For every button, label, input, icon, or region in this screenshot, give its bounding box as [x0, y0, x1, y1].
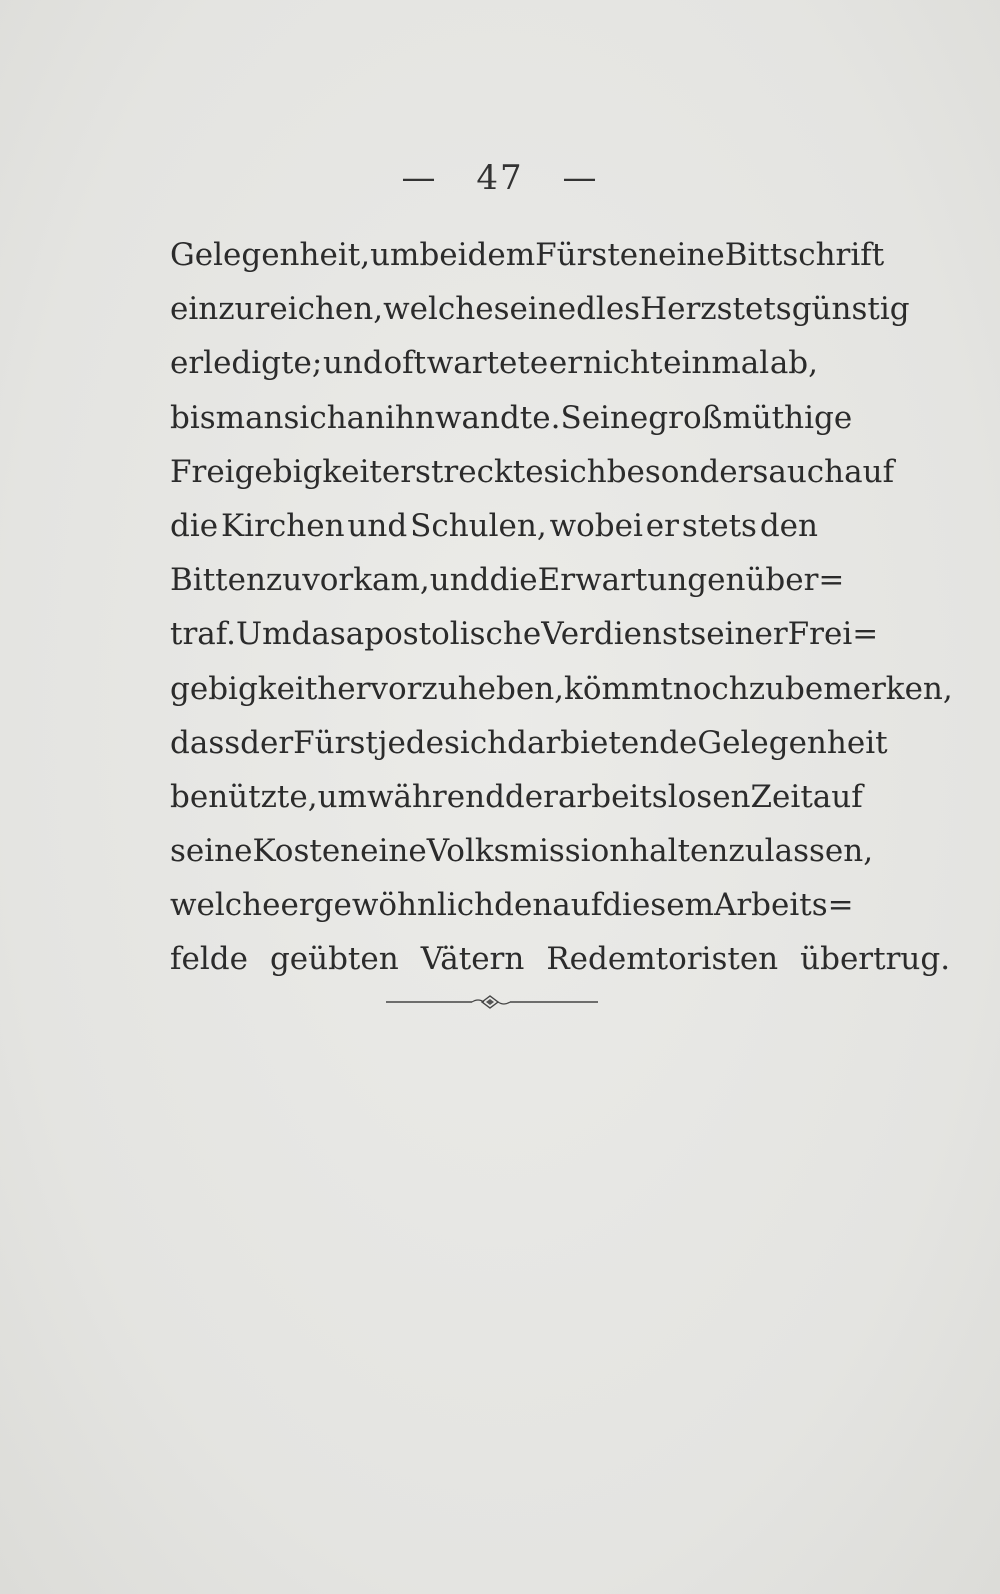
word: Bittschrift — [724, 237, 885, 273]
word: Volksmission — [426, 833, 630, 870]
word: auch — [768, 453, 845, 490]
word: sich — [283, 399, 347, 436]
word: Herz — [640, 291, 717, 328]
word: wobei — [549, 507, 643, 544]
word: Freigebigkeit — [170, 453, 382, 490]
header-dash-left: — — [401, 158, 438, 198]
word: darbietende — [507, 724, 698, 761]
word: Frei= — [787, 616, 879, 653]
word: Um — [235, 616, 292, 653]
text-line — [170, 824, 874, 878]
word: edles — [557, 291, 641, 328]
word: arbeitslosen — [557, 778, 751, 815]
text-line — [170, 607, 879, 661]
word: um — [317, 778, 367, 815]
word: felde — [170, 941, 248, 978]
word: und — [322, 345, 383, 382]
word: Redemtoristen — [546, 941, 779, 978]
word: den — [494, 887, 553, 924]
text-line — [170, 499, 818, 553]
word: Erwartungen — [537, 562, 746, 599]
word: Gelegenheit — [697, 724, 888, 761]
word: übertrug. — [800, 941, 951, 978]
word: sich — [543, 453, 607, 490]
word: Kirchen — [221, 507, 345, 544]
page-number: 47 — [476, 158, 524, 198]
text-line — [170, 716, 888, 770]
word: noch — [672, 670, 749, 707]
word: Verdienst — [541, 616, 691, 653]
text-line — [170, 553, 845, 607]
word: Vätern — [420, 941, 525, 978]
word: geübten — [269, 941, 399, 978]
word: er — [280, 887, 314, 924]
word: der — [504, 778, 558, 815]
word: diesem — [602, 887, 714, 924]
word: seiner — [690, 616, 788, 653]
word: ab, — [769, 345, 818, 382]
word: Zeit — [750, 778, 813, 815]
text-line — [170, 878, 854, 932]
word: sich — [444, 724, 508, 761]
word: zu — [728, 833, 765, 870]
word: wartete — [426, 345, 549, 382]
word: wandte. — [434, 399, 561, 436]
header-dash-right: — — [562, 158, 599, 198]
word: eine — [360, 833, 427, 870]
word: stets — [716, 291, 792, 328]
word: und — [347, 507, 408, 544]
ornament-divider — [386, 992, 598, 1012]
word: erledigte; — [170, 345, 323, 382]
word: die — [170, 507, 219, 544]
word: an — [346, 399, 386, 436]
word: auf — [552, 887, 603, 924]
word: Gelegenheit, — [170, 237, 371, 273]
text-line — [170, 662, 953, 716]
page-header — [0, 158, 1000, 198]
word: lassen, — [764, 833, 874, 870]
word: benützte, — [170, 778, 318, 815]
word: er — [548, 345, 583, 382]
word: besonders — [606, 453, 769, 490]
word: ihn — [385, 399, 435, 436]
word: Seine — [560, 399, 649, 436]
text-line — [170, 770, 863, 824]
word: gebigkeit — [170, 670, 318, 707]
word: zu — [748, 670, 786, 707]
word: günstig — [791, 291, 910, 328]
word: erstreckte — [381, 453, 544, 490]
word: der — [240, 724, 294, 761]
word: über= — [745, 562, 845, 599]
word: sein — [493, 291, 558, 328]
text-line — [170, 445, 895, 499]
word: und — [429, 562, 490, 599]
word: Fürsten — [535, 237, 659, 273]
word: bis — [170, 399, 216, 436]
word: einzureichen, — [170, 291, 384, 328]
word: nicht — [582, 345, 663, 382]
word: Fürst — [293, 724, 378, 761]
word: bei — [419, 237, 468, 273]
word: kömmt — [564, 670, 673, 707]
text-line — [170, 391, 853, 445]
word: apostolische — [345, 616, 542, 653]
word: welche — [170, 887, 281, 924]
word: großmüthige — [648, 399, 853, 436]
word: stets — [681, 507, 757, 544]
word: zuvorkam, — [265, 562, 430, 599]
word: halten — [629, 833, 729, 870]
body-text — [170, 228, 953, 987]
word: Arbeits= — [713, 887, 854, 924]
text-line — [170, 228, 885, 282]
word: einmal — [663, 345, 770, 382]
word: Kosten — [252, 833, 361, 870]
word: auf — [844, 453, 895, 490]
word: dass — [170, 724, 241, 761]
word: den — [759, 507, 818, 544]
text-line — [170, 932, 951, 986]
word: um — [370, 237, 420, 273]
word: jede — [377, 724, 444, 761]
word: dem — [467, 237, 536, 273]
word: bemerken, — [785, 670, 953, 707]
word: man — [215, 399, 284, 436]
word: eine — [658, 237, 725, 273]
text-line — [170, 336, 818, 390]
word: er — [645, 507, 679, 544]
word: hervorzuheben, — [317, 670, 565, 707]
word: während — [366, 778, 505, 815]
word: die — [489, 562, 538, 599]
word: auf — [812, 778, 863, 815]
word: das — [291, 616, 346, 653]
word: Schulen, — [410, 507, 547, 544]
word: gewöhnlich — [313, 887, 495, 924]
word: oft — [383, 345, 427, 382]
word: Bitten — [170, 562, 266, 599]
word: welche — [383, 291, 494, 328]
text-line — [170, 282, 910, 336]
word: seine — [170, 833, 253, 870]
word: traf. — [170, 616, 236, 653]
